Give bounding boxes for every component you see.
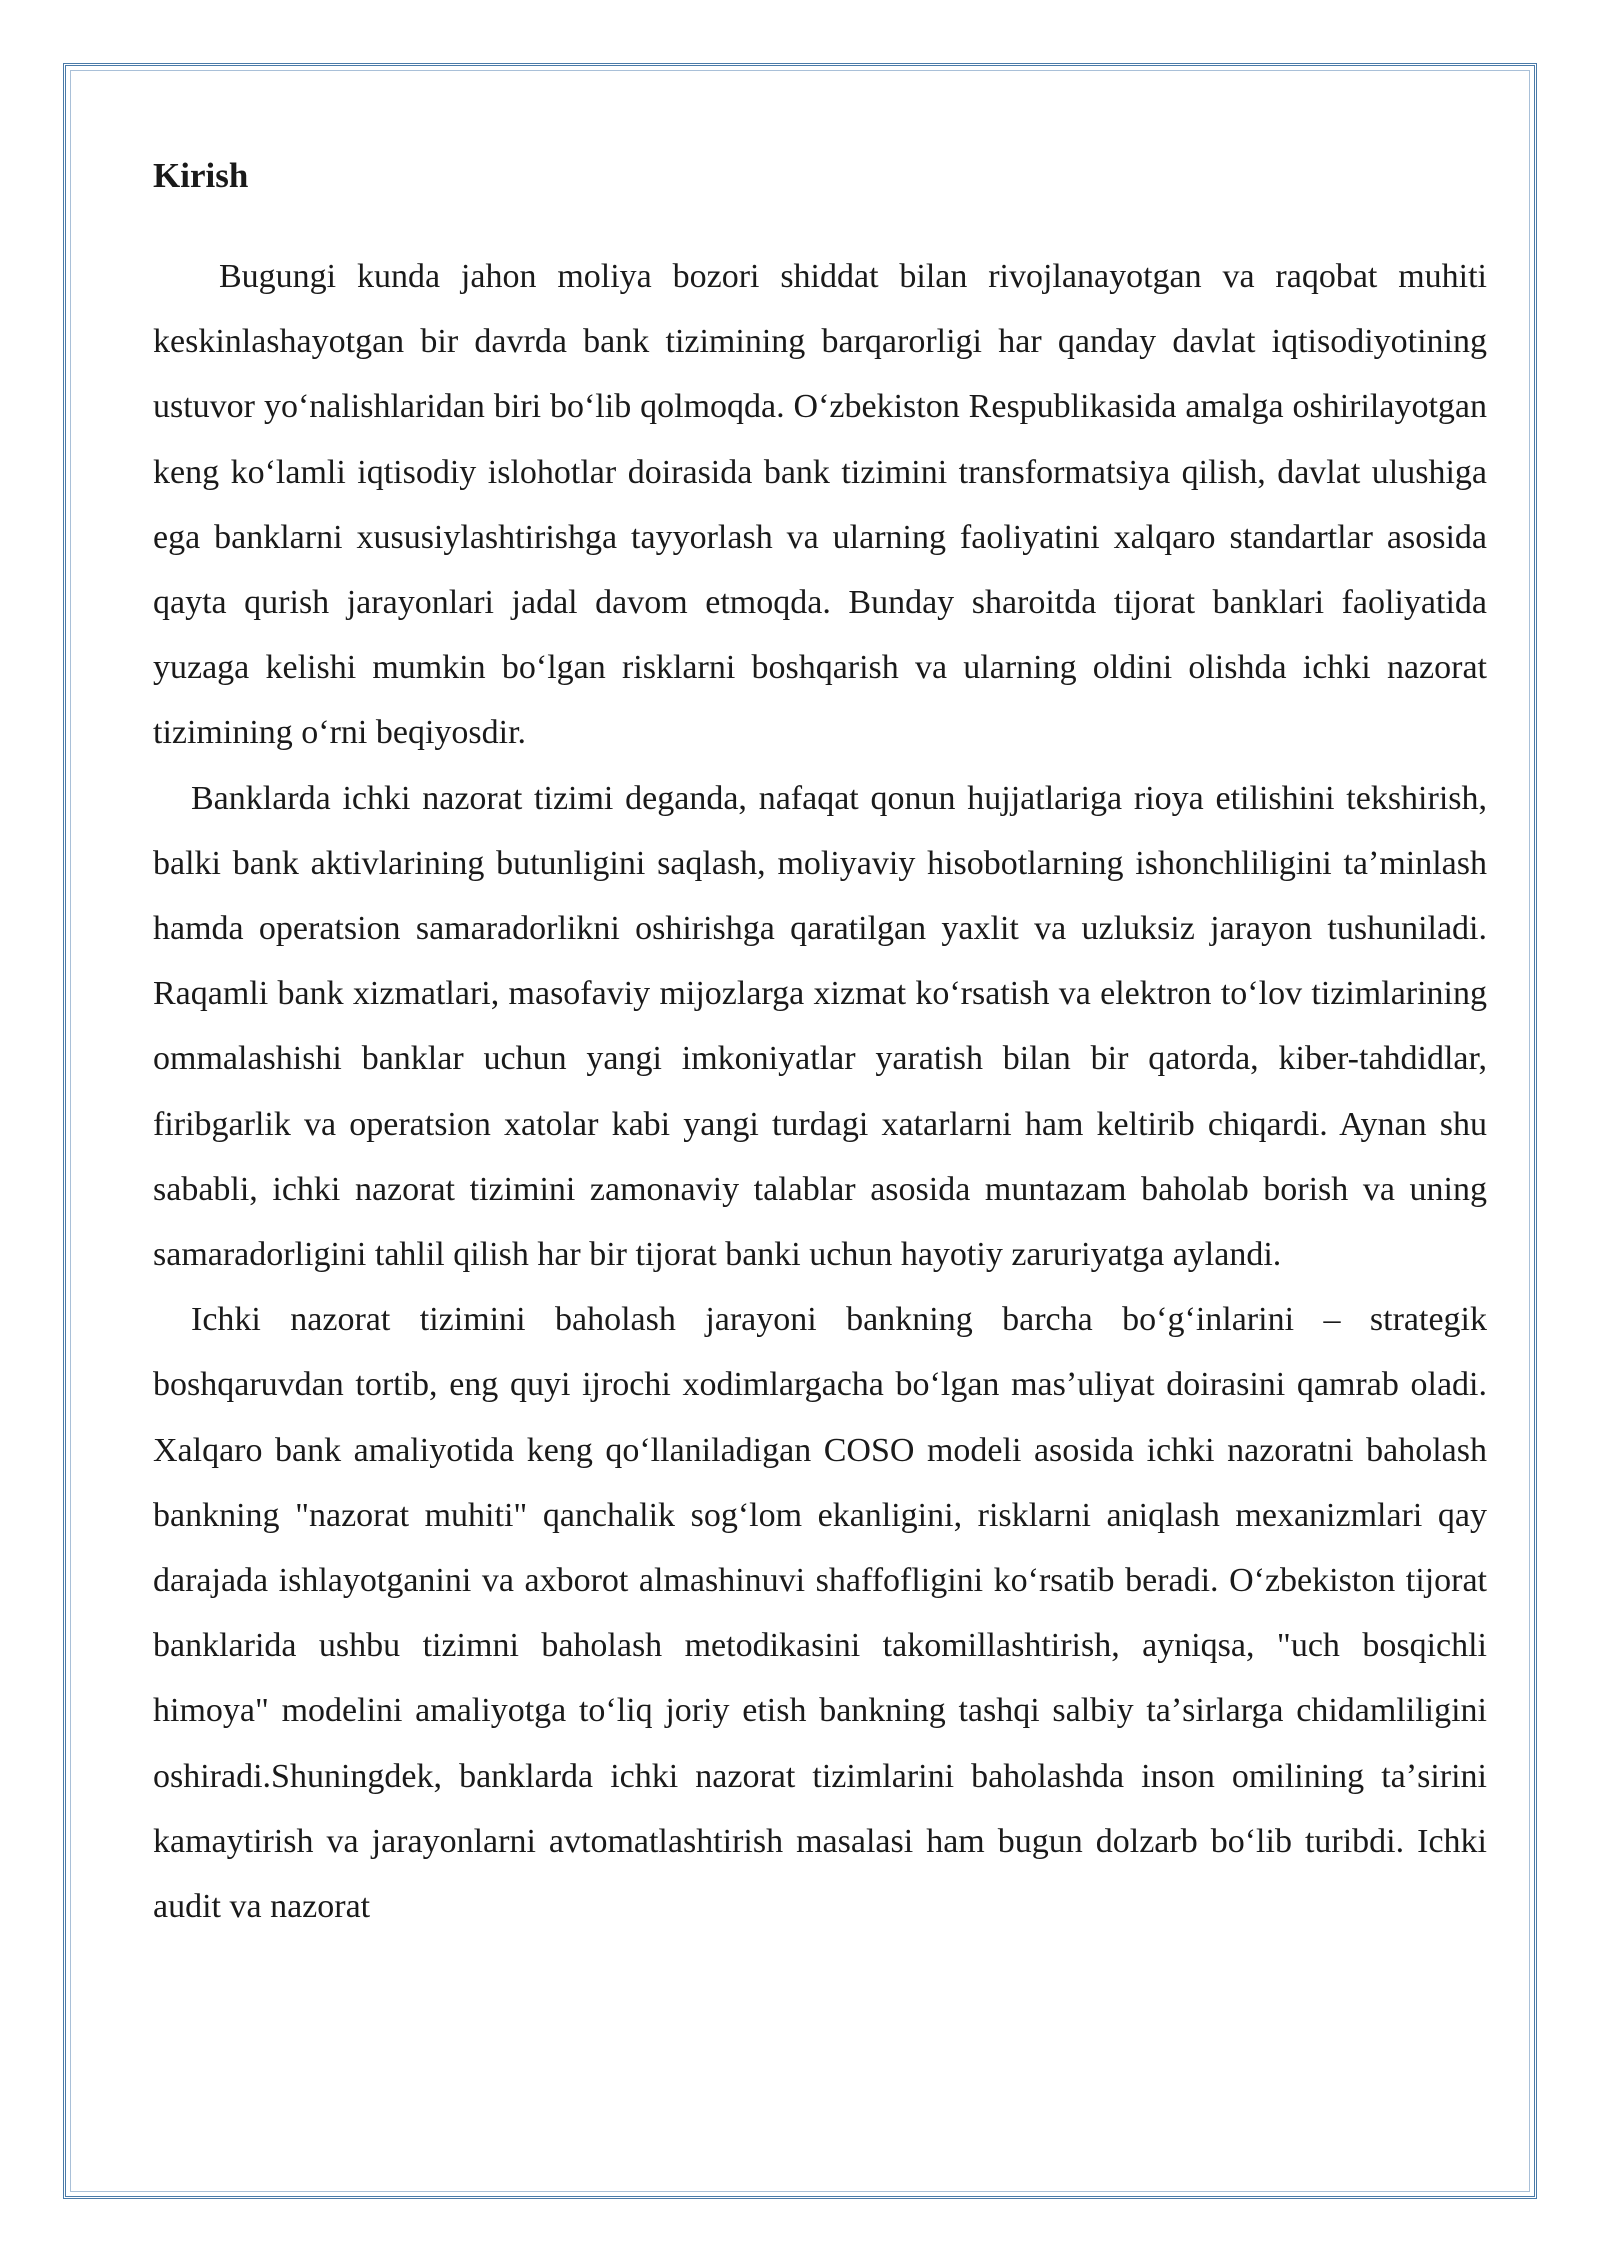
section-heading: Kirish bbox=[153, 156, 249, 195]
document-body bbox=[153, 148, 1487, 1939]
paragraph-1: Bugungi kunda jahon moliya bozori shiddat bilan rivojlanayotgan va raqobat muhiti keskinlashayotgan bir davrda bank tizimining barqarorligi har qanday davlat iqtisodiyotining ustuvor yoʻnalishlaridan biri boʻlib qolmoqda. Oʻzbekiston Respublikasida amalga oshirilayotgan keng koʻlamli iqtisodiy islohotlar doirasida bank tizimini transformatsiya qilish, davlat ulushiga ega banklarni xususiylashtirishga tayyorlash va ularning faoliyatini xalqaro standartlar asosida qayta qurish jarayonlari jadal davom etmoqda. Bunday sharoitda tijorat banklari faoliyatida yuzaga kelishi mumkin boʻlgan risklarni boshqarish va ularning oldini olishda ichki nazorat tizimining oʻrni beqiyosdir. bbox=[153, 258, 1487, 752]
paragraph-2: Banklarda ichki nazorat tizimi deganda, nafaqat qonun hujjatlariga rioya etilishini tekshirish, balki bank aktivlarining butunligini saqlash, moliyaviy hisobotlarning ishonchliligini taʼminlash hamda operatsion samaradorlikni oshirishga qaratilgan yaxlit va uzluksiz jarayon tushuniladi. Raqamli bank xizmatlari, masofaviy mijozlarga xizmat koʻrsatish va elektron toʻlov tizimlarining ommalashishi banklar uchun yangi imkoniyatlar yaratish bilan bir qatorda, kiber-tahdidlar, firibgarlik va operatsion xatolar kabi yangi turdagi xatarlarni ham keltirib chiqardi. Aynan shu sababli, ichki nazorat tizimini zamonaviy talablar asosida muntazam baholab borish va uning samaradorligini tahlil qilish har bir tijorat banki uchun hayotiy zaruriyatga aylandi. bbox=[153, 779, 1487, 1274]
paragraph-3: Ichki nazorat tizimini baholash jarayoni bankning barcha boʻgʻinlarini – strategik boshqaruvdan tortib, eng quyi ijrochi xodimlargacha boʻlgan masʼuliyat doirasini qamrab oladi. Xalqaro bank amaliyotida keng qoʻllaniladigan COSO modeli asosida ichki nazoratni baholash bankning "nazorat muhiti" qanchalik sogʻlom ekanligini, risklarni aniqlash mexanizmlari qay darajada ishlayotganini va axborot almashinuvi shaffofligini koʻrsatib beradi. Oʻzbekiston tijorat banklarida ushbu tizimni baholash metodikasini takomillashtirish, ayniqsa, "uch bosqichli himoya" modelini amaliyotga toʻliq joriy etish bankning tashqi salbiy taʼsirlarga chidamliligini oshiradi.Shuningdek, banklarda ichki nazorat tizimlarini baholashda inson omilining taʼsirini kamaytirish va jarayonlarni avtomatlashtirish masalasi ham bugun dolzarb boʻlib turibdi. Ichki audit va nazorat bbox=[153, 1301, 1487, 1926]
